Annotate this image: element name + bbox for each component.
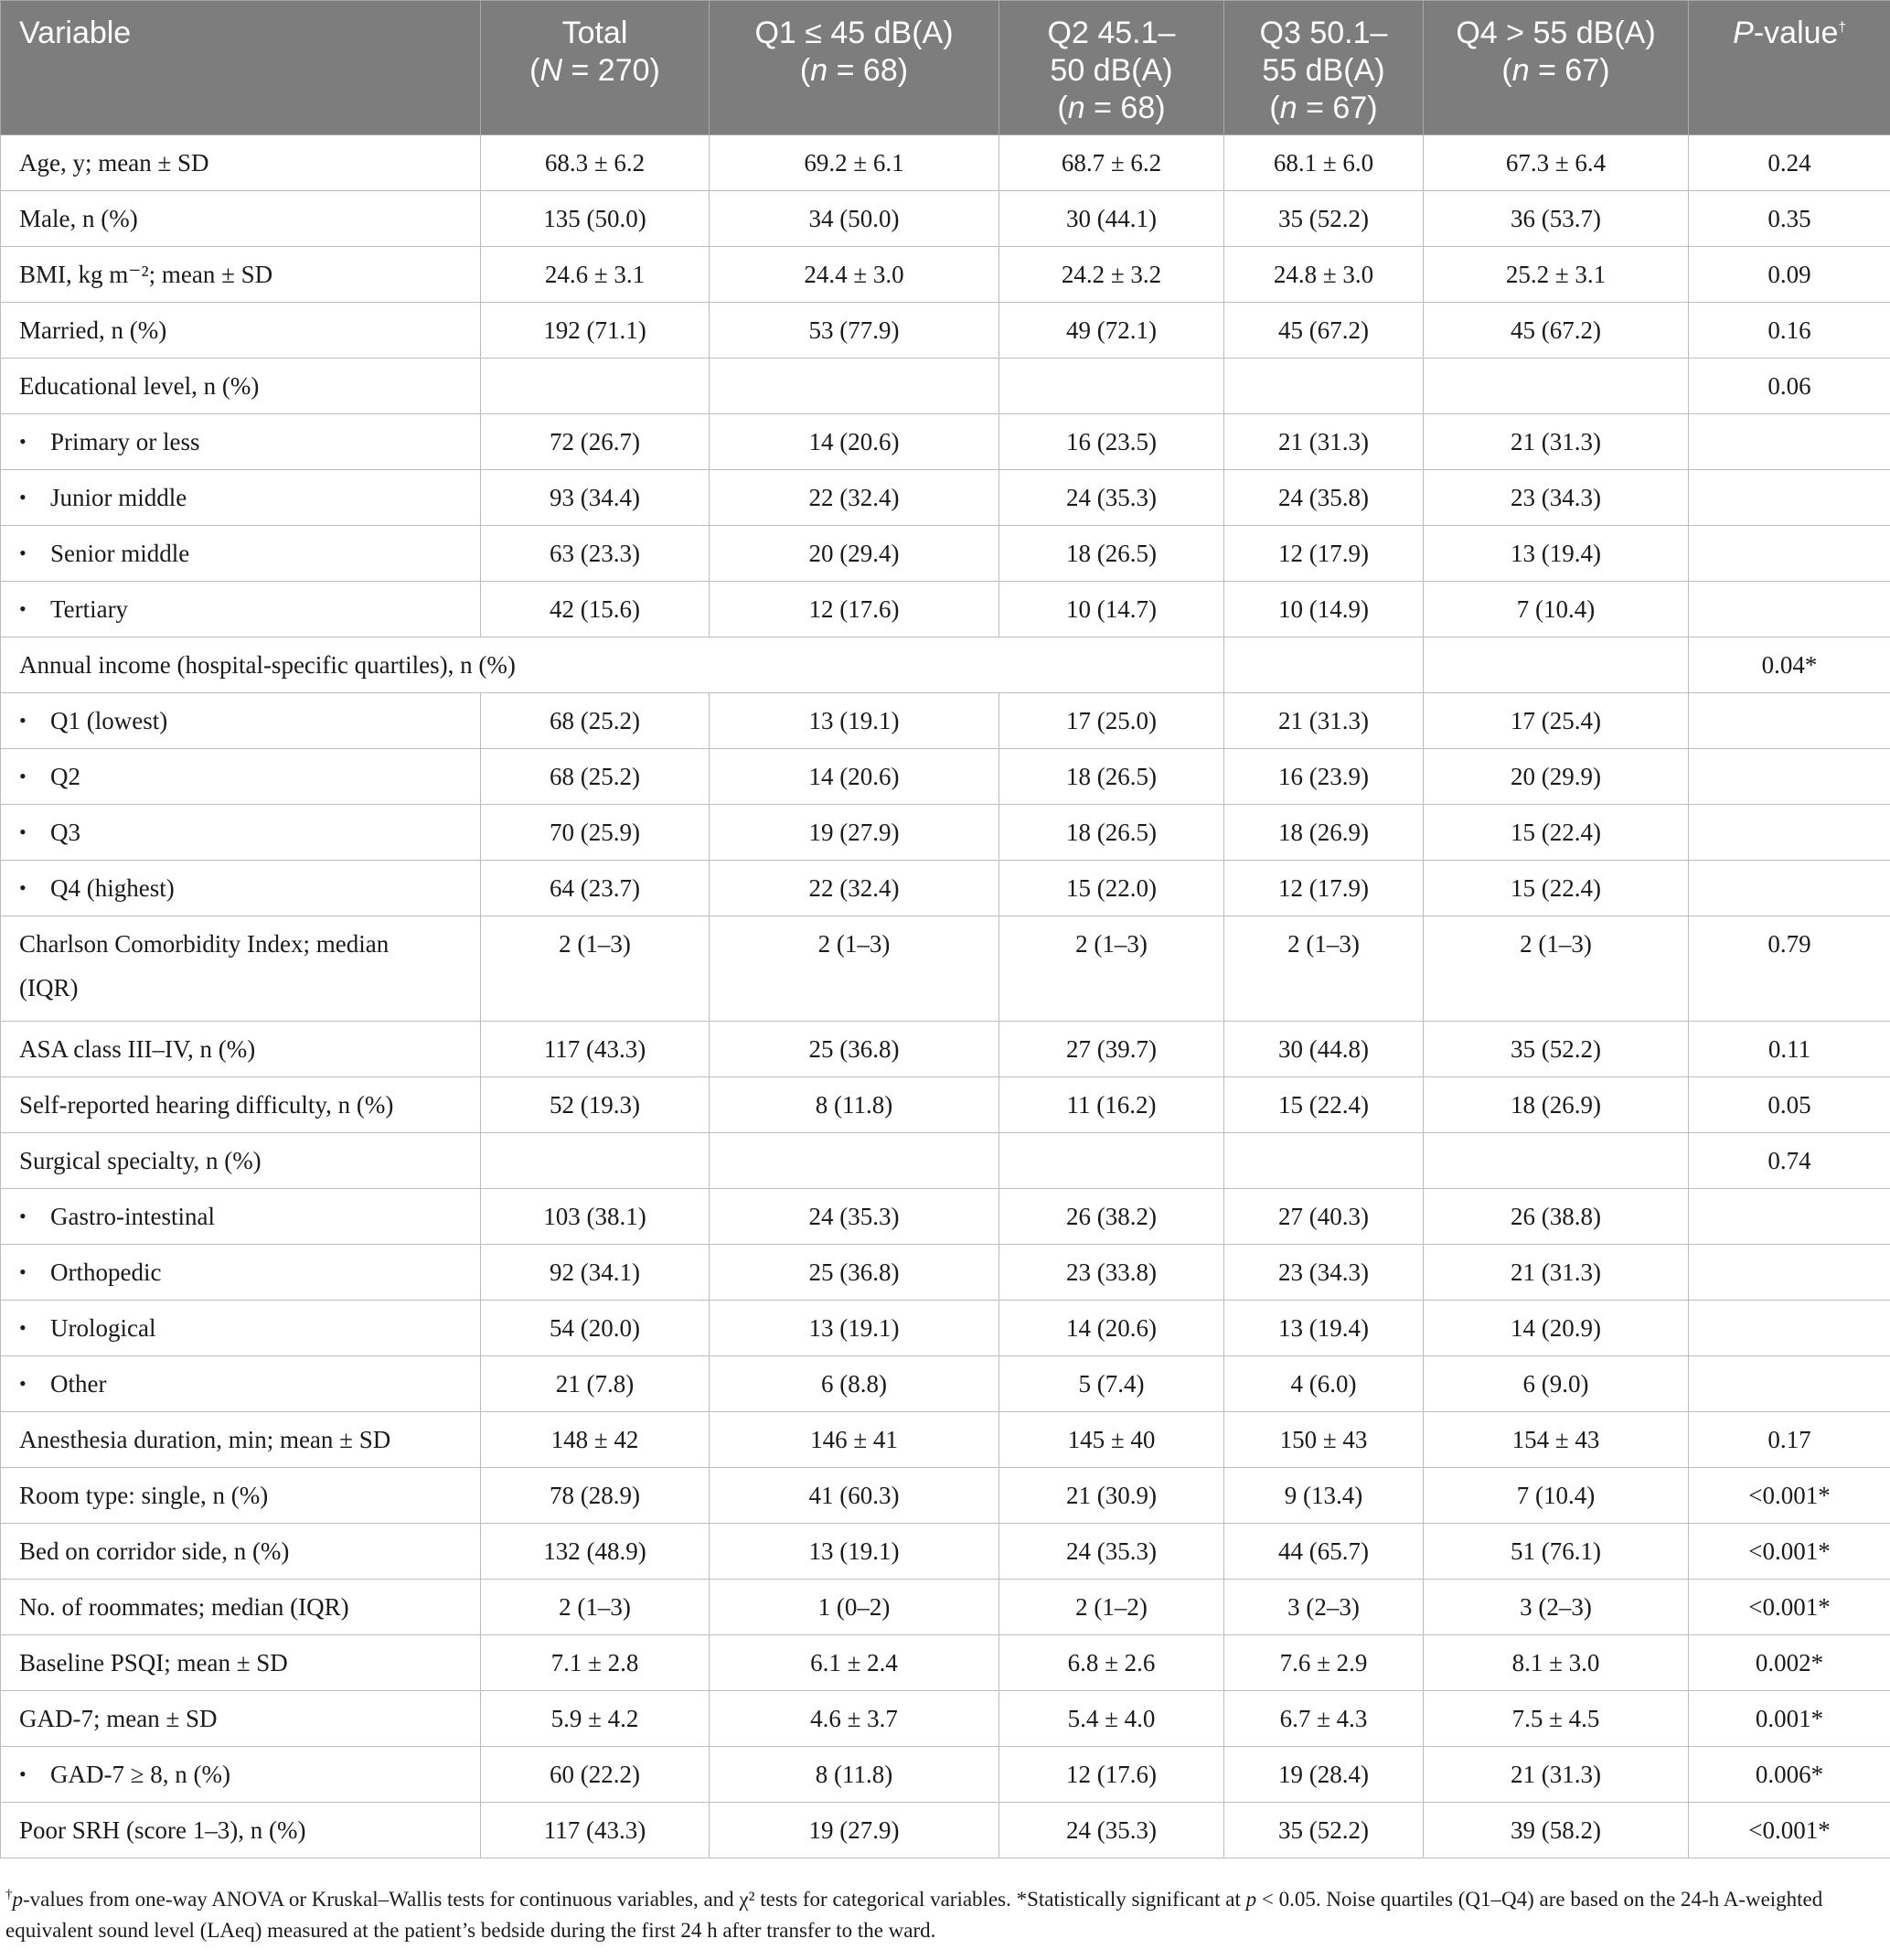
cell-value: 12 (17.9) (1224, 861, 1424, 916)
cell-value (1689, 693, 1890, 749)
cell-value: 24 (35.3) (999, 1524, 1224, 1580)
cell-value: 36 (53.7) (1424, 191, 1689, 247)
cell-value: 1 (0–2) (710, 1580, 999, 1635)
cell-value: 0.04* (1689, 637, 1890, 693)
cell-value (999, 1133, 1224, 1189)
cell-value: 15 (22.4) (1424, 861, 1689, 916)
table-row (1, 414, 1890, 470)
cell-value: 24 (35.8) (1224, 470, 1424, 526)
cell-value: 0.79 (1689, 916, 1890, 1022)
row-label: • Tertiary (1, 582, 481, 637)
row-label: • Senior middle (1, 526, 481, 582)
cell-value: 72 (26.7) (481, 414, 710, 470)
cell-value: 5.9 ± 4.2 (481, 1691, 710, 1747)
cell-value: 13 (19.1) (710, 1301, 999, 1356)
cell-value: 35 (52.2) (1424, 1022, 1689, 1077)
cell-value: 21 (31.3) (1424, 1245, 1689, 1301)
cell-value: 26 (38.8) (1424, 1189, 1689, 1245)
table-row (1, 1747, 1890, 1803)
cell-value: 14 (20.6) (999, 1301, 1224, 1356)
cell-value: 8 (11.8) (710, 1747, 999, 1803)
cell-value: 146 ± 41 (710, 1412, 999, 1468)
cell-value: 19 (27.9) (710, 805, 999, 861)
cell-value: 24.8 ± 3.0 (1224, 247, 1424, 303)
cell-value: 68.3 ± 6.2 (481, 135, 710, 191)
table-row (1, 1022, 1890, 1077)
cell-value (1224, 1133, 1424, 1189)
cell-value: 51 (76.1) (1424, 1524, 1689, 1580)
cell-value: 39 (58.2) (1424, 1803, 1689, 1858)
cell-value (481, 1133, 710, 1189)
table-row (1, 1133, 1890, 1189)
row-label: • GAD-7 ≥ 8, n (%) (1, 1747, 481, 1803)
row-label: • Q2 (1, 749, 481, 805)
cell-value: 35 (52.2) (1224, 191, 1424, 247)
cell-value: 4 (6.0) (1224, 1356, 1424, 1412)
table-row (1, 1524, 1890, 1580)
cell-value: 14 (20.6) (710, 414, 999, 470)
cell-value (1689, 582, 1890, 637)
cell-value: 7.6 ± 2.9 (1224, 1635, 1424, 1691)
cell-value: 45 (67.2) (1424, 303, 1689, 359)
cell-value: 2 (1–3) (481, 916, 710, 1022)
cell-value: 21 (7.8) (481, 1356, 710, 1412)
cell-value (1424, 1133, 1689, 1189)
cell-value: 0.001* (1689, 1691, 1890, 1747)
cell-value: <0.001* (1689, 1803, 1890, 1858)
cell-value: 6 (9.0) (1424, 1356, 1689, 1412)
cell-value: 10 (14.7) (999, 582, 1224, 637)
cell-value: 78 (28.9) (481, 1468, 710, 1524)
header-variable: Variable (1, 1, 481, 135)
cell-value: 18 (26.5) (999, 805, 1224, 861)
cell-value: 45 (67.2) (1224, 303, 1424, 359)
row-label: Age, y; mean ± SD (1, 135, 481, 191)
table-row (1, 191, 1890, 247)
cell-value: 103 (38.1) (481, 1189, 710, 1245)
cell-value: 2 (1–2) (999, 1580, 1224, 1635)
row-label: • Gastro-intestinal (1, 1189, 481, 1245)
row-label: Married, n (%) (1, 303, 481, 359)
cell-value (1689, 749, 1890, 805)
cell-value: 25.2 ± 3.1 (1424, 247, 1689, 303)
table-row (1, 135, 1890, 191)
cell-value: 148 ± 42 (481, 1412, 710, 1468)
cell-value: 2 (1–3) (999, 916, 1224, 1022)
cell-value (1424, 359, 1689, 414)
cell-value: 135 (50.0) (481, 191, 710, 247)
row-label: • Junior middle (1, 470, 481, 526)
row-label: Charlson Comorbidity Index; median (IQR) (1, 916, 481, 1022)
cell-value: 0.05 (1689, 1077, 1890, 1133)
cell-value: 7.1 ± 2.8 (481, 1635, 710, 1691)
table-row (1, 916, 1890, 1022)
table-row (1, 582, 1890, 637)
row-label: ASA class III–IV, n (%) (1, 1022, 481, 1077)
cell-value: 12 (17.6) (710, 582, 999, 637)
cell-value: 34 (50.0) (710, 191, 999, 247)
row-label: Annual income (hospital-specific quartiles), n (%) (1, 637, 1224, 693)
row-label: • Q1 (lowest) (1, 693, 481, 749)
cell-value: 3 (2–3) (1224, 1580, 1424, 1635)
cell-value: 0.002* (1689, 1635, 1890, 1691)
cell-value: 0.09 (1689, 247, 1890, 303)
cell-value: 9 (13.4) (1224, 1468, 1424, 1524)
cell-value: 68.1 ± 6.0 (1224, 135, 1424, 191)
cell-value: 0.06 (1689, 359, 1890, 414)
cell-value: 21 (31.3) (1224, 414, 1424, 470)
cell-value (1689, 414, 1890, 470)
cell-value: 2 (1–3) (481, 1580, 710, 1635)
cell-value (710, 359, 999, 414)
row-label: Self-reported hearing difficulty, n (%) (1, 1077, 481, 1133)
cell-value (999, 359, 1224, 414)
cell-value: 24 (35.3) (999, 470, 1224, 526)
cell-value: 17 (25.4) (1424, 693, 1689, 749)
cell-value: 23 (34.3) (1224, 1245, 1424, 1301)
table-row (1, 526, 1890, 582)
row-label: Educational level, n (%) (1, 359, 481, 414)
cell-value: 6.1 ± 2.4 (710, 1635, 999, 1691)
cell-value: 60 (22.2) (481, 1747, 710, 1803)
cell-value: 0.24 (1689, 135, 1890, 191)
table-row (1, 1691, 1890, 1747)
row-label: • Q3 (1, 805, 481, 861)
cell-value: 16 (23.5) (999, 414, 1224, 470)
cell-value: 42 (15.6) (481, 582, 710, 637)
cell-value: 24.6 ± 3.1 (481, 247, 710, 303)
cell-value: 13 (19.1) (710, 1524, 999, 1580)
header-pvalue: P-value† (1689, 1, 1890, 135)
table-row (1, 247, 1890, 303)
cell-value: 6.8 ± 2.6 (999, 1635, 1224, 1691)
cell-value: 22 (32.4) (710, 861, 999, 916)
cell-value: 21 (31.3) (1424, 1747, 1689, 1803)
cell-value: 15 (22.4) (1424, 805, 1689, 861)
cell-value: 67.3 ± 6.4 (1424, 135, 1689, 191)
cell-value: 4.6 ± 3.7 (710, 1691, 999, 1747)
cell-value: 23 (34.3) (1424, 470, 1689, 526)
cell-value: 10 (14.9) (1224, 582, 1424, 637)
cell-value (1689, 526, 1890, 582)
cell-value: 53 (77.9) (710, 303, 999, 359)
row-label: BMI, kg m⁻²; mean ± SD (1, 247, 481, 303)
cell-value: 11 (16.2) (999, 1077, 1224, 1133)
cell-value: 30 (44.8) (1224, 1022, 1424, 1077)
cell-value (1689, 470, 1890, 526)
cell-value: 3 (2–3) (1424, 1580, 1689, 1635)
cell-value: 12 (17.6) (999, 1747, 1224, 1803)
cell-value: 15 (22.0) (999, 861, 1224, 916)
cell-value: 69.2 ± 6.1 (710, 135, 999, 191)
cell-value: 145 ± 40 (999, 1412, 1224, 1468)
cell-value (1424, 637, 1689, 693)
header-row (1, 1, 1890, 135)
table-row (1, 861, 1890, 916)
cell-value: 16 (23.9) (1224, 749, 1424, 805)
cell-value: 63 (23.3) (481, 526, 710, 582)
cell-value: 64 (23.7) (481, 861, 710, 916)
row-label: • Other (1, 1356, 481, 1412)
cell-value (1689, 1245, 1890, 1301)
cell-value: 18 (26.5) (999, 526, 1224, 582)
cell-value: 21 (30.9) (999, 1468, 1224, 1524)
cell-value: 14 (20.6) (710, 749, 999, 805)
table-row (1, 359, 1890, 414)
header-q2: Q2 45.1– 50 dB(A) (n = 68) (999, 1, 1224, 135)
table-row (1, 749, 1890, 805)
cell-value: 117 (43.3) (481, 1803, 710, 1858)
cell-value: 117 (43.3) (481, 1022, 710, 1077)
cell-value: 21 (31.3) (1224, 693, 1424, 749)
cell-value: 17 (25.0) (999, 693, 1224, 749)
table-row (1, 1245, 1890, 1301)
cell-value: 8.1 ± 3.0 (1424, 1635, 1689, 1691)
cell-value: 5 (7.4) (999, 1356, 1224, 1412)
row-label: • Q4 (highest) (1, 861, 481, 916)
header-q1: Q1 ≤ 45 dB(A) (n = 68) (710, 1, 999, 135)
cell-value: 2 (1–3) (1224, 916, 1424, 1022)
header-total: Total (N = 270) (481, 1, 710, 135)
header-total-n: (N = 270) (529, 53, 660, 88)
table-row (1, 637, 1890, 693)
table-row (1, 1803, 1890, 1858)
cell-value (1224, 359, 1424, 414)
row-label: Bed on corridor side, n (%) (1, 1524, 481, 1580)
table-row (1, 1468, 1890, 1524)
table-row (1, 1412, 1890, 1468)
cell-value (1224, 637, 1424, 693)
cell-value: 6.7 ± 4.3 (1224, 1691, 1424, 1747)
cell-value: 12 (17.9) (1224, 526, 1424, 582)
cell-value: 20 (29.9) (1424, 749, 1689, 805)
row-label: No. of roommates; median (IQR) (1, 1580, 481, 1635)
cell-value: 54 (20.0) (481, 1301, 710, 1356)
row-label: • Orthopedic (1, 1245, 481, 1301)
table-row (1, 470, 1890, 526)
row-label: • Primary or less (1, 414, 481, 470)
cell-value: 23 (33.8) (999, 1245, 1224, 1301)
cell-value: 19 (27.9) (710, 1803, 999, 1858)
header-q4: Q4 > 55 dB(A) (n = 67) (1424, 1, 1689, 135)
cell-value: 13 (19.4) (1224, 1301, 1424, 1356)
cell-value (481, 359, 710, 414)
cell-value: 68 (25.2) (481, 749, 710, 805)
table-body (1, 135, 1890, 1858)
cell-value: 21 (31.3) (1424, 414, 1689, 470)
row-label: Anesthesia duration, min; mean ± SD (1, 1412, 481, 1468)
cell-value: <0.001* (1689, 1468, 1890, 1524)
table-row (1, 1356, 1890, 1412)
cell-value: 70 (25.9) (481, 805, 710, 861)
cell-value: 24.4 ± 3.0 (710, 247, 999, 303)
cell-value: 25 (36.8) (710, 1022, 999, 1077)
cell-value: 150 ± 43 (1224, 1412, 1424, 1468)
cell-value (1689, 861, 1890, 916)
cell-value (710, 1133, 999, 1189)
cell-value: 35 (52.2) (1224, 1803, 1424, 1858)
cell-value: 8 (11.8) (710, 1077, 999, 1133)
cell-value: 13 (19.4) (1424, 526, 1689, 582)
cell-value: 0.16 (1689, 303, 1890, 359)
cell-value: 2 (1–3) (1424, 916, 1689, 1022)
cell-value: 6 (8.8) (710, 1356, 999, 1412)
row-label: Baseline PSQI; mean ± SD (1, 1635, 481, 1691)
cell-value: 18 (26.5) (999, 749, 1224, 805)
cell-value: 92 (34.1) (481, 1245, 710, 1301)
cell-value: 18 (26.9) (1424, 1077, 1689, 1133)
cell-value: <0.001* (1689, 1524, 1890, 1580)
cell-value: 30 (44.1) (999, 191, 1224, 247)
cell-value: 5.4 ± 4.0 (999, 1691, 1224, 1747)
row-label: • Urological (1, 1301, 481, 1356)
row-label: GAD-7; mean ± SD (1, 1691, 481, 1747)
cell-value (1689, 805, 1890, 861)
cell-value: 24 (35.3) (710, 1189, 999, 1245)
table-footnote: †p-values from one-way ANOVA or Kruskal–Wallis tests for continuous variables, and χ² tests for categorical variables. *Statistically significant at p < 0.05. Noise quartiles (Q1–Q4) are based on the 24-h A-weighted equivalent sound level (LAeq) measured at the patient’s bedside during the first 24 h after transfer to the ward. (5, 1887, 1823, 1942)
header-q3: Q3 50.1– 55 dB(A) (n = 67) (1224, 1, 1424, 135)
cell-value: 132 (48.9) (481, 1524, 710, 1580)
cell-value: 41 (60.3) (710, 1468, 999, 1524)
cell-value: 14 (20.9) (1424, 1301, 1689, 1356)
cell-value: 7.5 ± 4.5 (1424, 1691, 1689, 1747)
cell-value: 20 (29.4) (710, 526, 999, 582)
cell-value: 15 (22.4) (1224, 1077, 1424, 1133)
cell-value: 0.17 (1689, 1412, 1890, 1468)
cell-value: <0.001* (1689, 1580, 1890, 1635)
table-row (1, 693, 1890, 749)
row-label: Poor SRH (score 1–3), n (%) (1, 1803, 481, 1858)
cell-value: 0.35 (1689, 191, 1890, 247)
cell-value: 19 (28.4) (1224, 1747, 1424, 1803)
table-row (1, 1635, 1890, 1691)
table-row (1, 303, 1890, 359)
cell-value: 18 (26.9) (1224, 805, 1424, 861)
cell-value: 0.11 (1689, 1022, 1890, 1077)
cell-value: 2 (1–3) (710, 916, 999, 1022)
cell-value: 49 (72.1) (999, 303, 1224, 359)
cell-value (1689, 1356, 1890, 1412)
cell-value: 0.006* (1689, 1747, 1890, 1803)
cell-value: 27 (40.3) (1224, 1189, 1424, 1245)
table-row (1, 1580, 1890, 1635)
cell-value: 26 (38.2) (999, 1189, 1224, 1245)
cell-value: 52 (19.3) (481, 1077, 710, 1133)
cell-value (1689, 1301, 1890, 1356)
cell-value: 25 (36.8) (710, 1245, 999, 1301)
cell-value: 13 (19.1) (710, 693, 999, 749)
cell-value: 68.7 ± 6.2 (999, 135, 1224, 191)
row-label: Male, n (%) (1, 191, 481, 247)
cell-value: 7 (10.4) (1424, 1468, 1689, 1524)
cell-value: 192 (71.1) (481, 303, 710, 359)
cell-value: 93 (34.4) (481, 470, 710, 526)
cell-value: 44 (65.7) (1224, 1524, 1424, 1580)
cell-value: 22 (32.4) (710, 470, 999, 526)
table-row (1, 805, 1890, 861)
table-row (1, 1301, 1890, 1356)
cell-value: 27 (39.7) (999, 1022, 1224, 1077)
cell-value: 0.74 (1689, 1133, 1890, 1189)
cell-value: 24 (35.3) (999, 1803, 1224, 1858)
cell-value: 24.2 ± 3.2 (999, 247, 1224, 303)
cell-value: 154 ± 43 (1424, 1412, 1689, 1468)
cell-value: 7 (10.4) (1424, 582, 1689, 637)
row-label: Room type: single, n (%) (1, 1468, 481, 1524)
cell-value (1689, 1189, 1890, 1245)
table-row (1, 1189, 1890, 1245)
row-label: Surgical specialty, n (%) (1, 1133, 481, 1189)
cell-value: 68 (25.2) (481, 693, 710, 749)
table-row (1, 1077, 1890, 1133)
